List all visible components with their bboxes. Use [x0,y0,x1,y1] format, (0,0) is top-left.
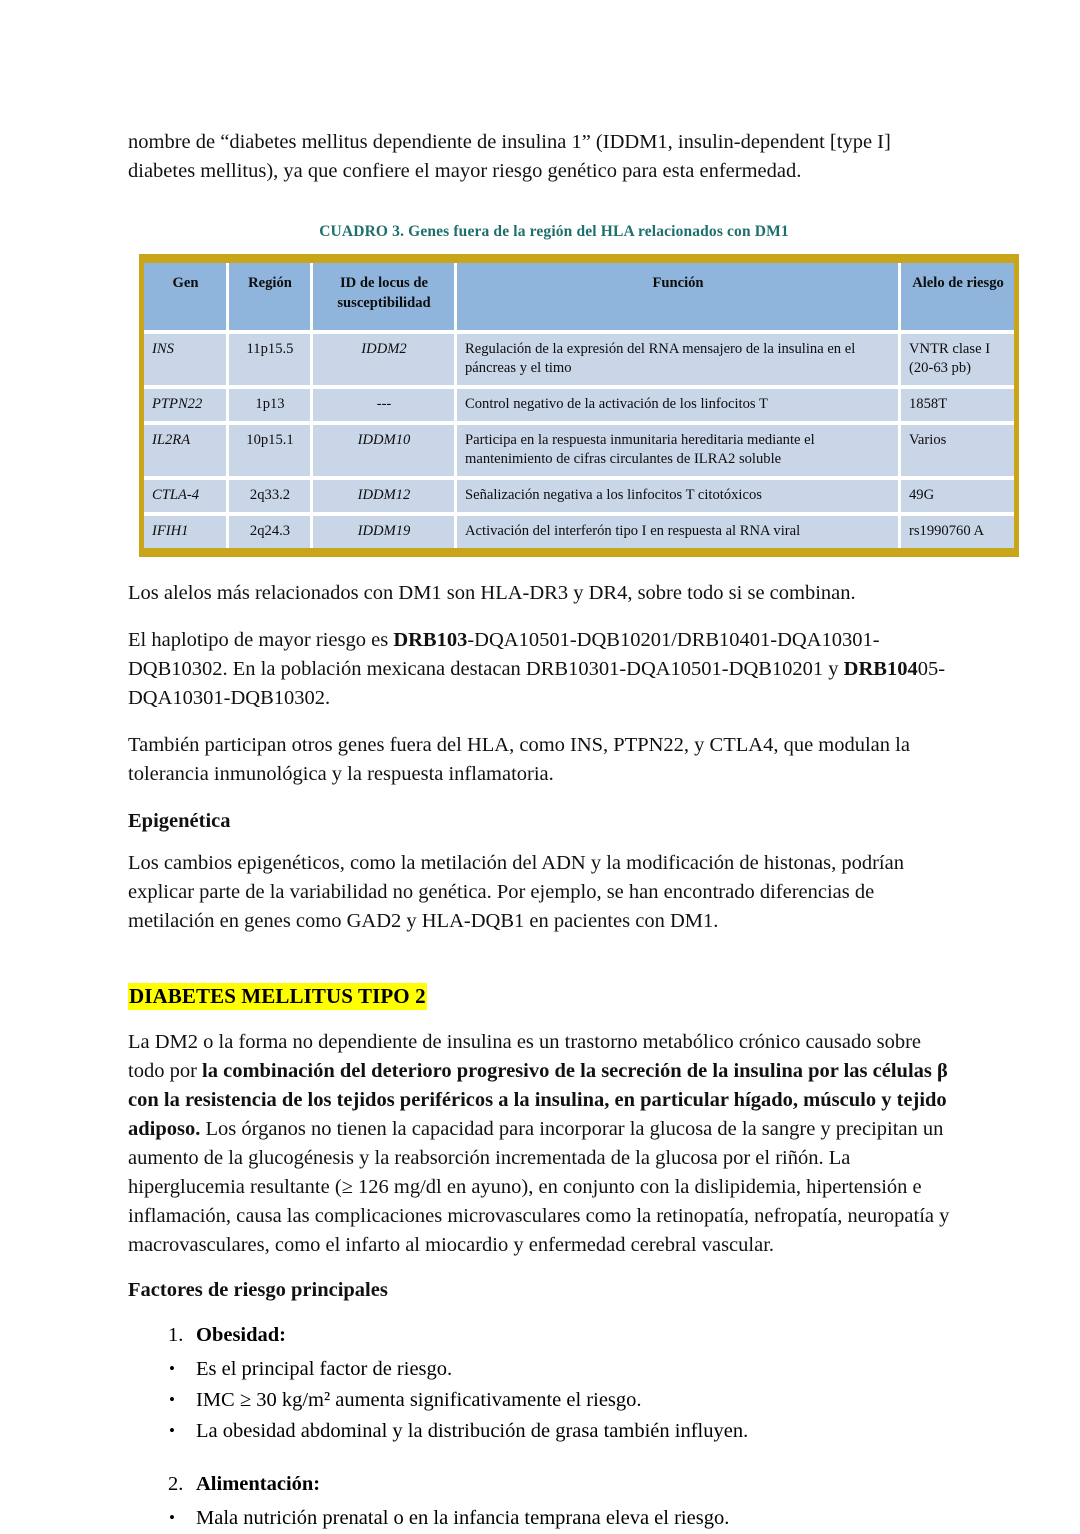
list-item [128,1503,962,1534]
bullet-text: IMC ≥ 30 kg/m² aumenta significativamente el riesgo. [196,1389,642,1411]
haplotipo-tail: 05-DQA10301-DQB10302. [128,658,946,709]
factor-title: Obesidad: [196,1324,286,1346]
cell-funcion: Activación del interferón tipo I en respuesta al RNA viral [456,514,900,553]
bullet-text: Mala nutrición prenatal o en la infancia temprana eleva el riesgo. [196,1507,730,1529]
col-header-gen: Gen [144,259,228,333]
cell-funcion: Señalización negativa a los linfocitos T citotóxicos [456,478,900,514]
bullet-text: Es el principal factor de riesgo. [196,1358,453,1380]
obesidad-bullets [128,1354,962,1447]
cell-region: 11p15.5 [228,332,312,387]
bullet-icon: • [169,1421,175,1440]
cell-gen: CTLA-4 [144,478,228,514]
list-item [128,1416,962,1447]
col-header-locus: ID de locus de susceptibilidad [312,259,456,333]
cell-locus: IDDM2 [312,332,456,387]
col-header-region: Región [228,259,312,333]
cell-region: 2q33.2 [228,478,312,514]
cell-gen: INS [144,332,228,387]
table-head [144,259,1014,333]
col-header-funcion: Función [456,259,900,333]
table-row [144,332,1014,387]
list-item [128,1354,962,1385]
cell-alelo: rs1990760 A [900,514,1015,553]
factores-heading: Factores de riesgo principales [128,1279,388,1301]
haplotipo-mid: -DQA10501-DQB10201/DRB10401-DQA10301-DQB10302. En la población mexicana destacan DRB10301-DQA10501-DQB10201 y [128,629,880,680]
cell-alelo: VNTR clase I (20-63 pb) [900,332,1015,387]
factores-list-2 [128,1469,962,1499]
table-rail [128,254,1004,557]
list-number: 1. [168,1324,184,1346]
table-row [144,478,1014,514]
dm2-heading: DIABETES MELLITUS TIPO 2 [129,984,426,1008]
factores-list [128,1320,962,1350]
bullet-icon: • [169,1390,175,1409]
dm2-tail: Los órganos no tienen la capacidad para incorporar la glucosa de la sangre y precipitan un aumento de la glucogénesis y la reabsorción incrementada de la glucosa por el riñón. La hiperglucemia resultante (≥ 126 mg/dl en ayuno), en conjunto con la dislipidemia, hipertensión e inflamación, causa las complicaciones microvasculares como la retinopatía, nefropatía, neuropatía y macrovasculares, como el infarto al miocardio y enfermedad cerebral vascular. [128,1118,950,1256]
cell-alelo: Varios [900,423,1015,478]
dm2-lead: La DM2 o la forma no dependiente de insulina es un trastorno metabólico crónico causado sobre todo por [128,1031,921,1082]
bullet-icon: • [169,1359,175,1378]
cell-region: 10p15.1 [228,423,312,478]
genes-table [144,254,1014,557]
col-header-alelo: Alelo de riesgo [900,259,1015,333]
cell-alelo: 49G [900,478,1015,514]
bullet-text: La obesidad abdominal y la distribución de grasa también influyen. [196,1420,749,1442]
cell-locus: IDDM10 [312,423,456,478]
alimentacion-bullets [128,1503,962,1534]
haplotipo-bold-2: DRB104 [843,658,918,680]
cell-locus: IDDM12 [312,478,456,514]
table-body [144,332,1014,553]
factor-item-2 [128,1469,962,1499]
table-row [144,514,1014,553]
factor-title: Alimentación: [196,1473,321,1495]
haplotipo-bold-1: DRB103 [393,629,468,651]
document-content [128,128,1004,1534]
table-row [144,387,1014,423]
list-number: 2. [168,1473,184,1495]
table-right-rail [1014,254,1019,557]
cell-gen: IL2RA [144,423,228,478]
cell-funcion: Regulación de la expresión del RNA mensajero de la insulina en el páncreas y el timo [456,332,900,387]
cell-gen: IFIH1 [144,514,228,553]
bullet-icon: • [169,1508,175,1527]
table-caption: CUADRO 3. Genes fuera de la región del HLA relacionados con DM1 [319,223,789,240]
cell-locus: IDDM19 [312,514,456,553]
list-spacer [128,1447,962,1469]
epigenetica-paragraph: Los cambios epigenéticos, como la metilación del ADN y la modificación de histonas, podrían explicar parte de la variabilidad no genética. Por ejemplo, se han encontrado diferencias de metilación en genes como GAD2 y HLA-DQB1 en pacientes con DM1. [128,852,904,932]
otros-genes-paragraph: También participan otros genes fuera del HLA, como INS, PTPN22, y CTLA4, que modulan la tolerancia inmunológica y la respuesta inflamatoria. [128,734,910,785]
cell-gen: PTPN22 [144,387,228,423]
factor-item-1 [128,1320,962,1350]
cell-funcion: Participa en la respuesta inmunitaria hereditaria mediante el mantenimiento de cifras circulantes de ILRA2 soluble [456,423,900,478]
cell-locus: --- [312,387,456,423]
cell-alelo: 1858T [900,387,1015,423]
cuadro-3-block [128,222,1004,557]
dm2-heading-wrap [128,982,962,1010]
dm2-bold: la combinación del deterioro progresivo de la secreción de la insulina por las células β con la resistencia de los tejidos periféricos a la insulina, en particular hígado, músculo y tejido adiposo. [128,1060,948,1140]
table-header-row [144,259,1014,333]
dm2-paragraph [128,1028,962,1260]
epigenetica-heading: Epigenética [128,810,231,832]
table-row [144,423,1014,478]
list-item [128,1385,962,1416]
cell-funcion: Control negativo de la activación de los linfocitos T [456,387,900,423]
cell-region: 1p13 [228,387,312,423]
haplotipo-lead: El haplotipo de mayor riesgo es [128,629,394,651]
alelos-paragraph: Los alelos más relacionados con DM1 son HLA-DR3 y DR4, sobre todo si se combinan. [128,582,856,604]
intro-paragraph: nombre de “diabetes mellitus dependiente de insulina 1” (IDDM1, insulin-dependent [type I] diabetes mellitus), ya que confiere el mayor riesgo genético para esta enfermedad. [128,131,891,182]
haplotipo-paragraph [128,626,962,713]
cell-region: 2q24.3 [228,514,312,553]
table-left-rail [139,254,144,557]
